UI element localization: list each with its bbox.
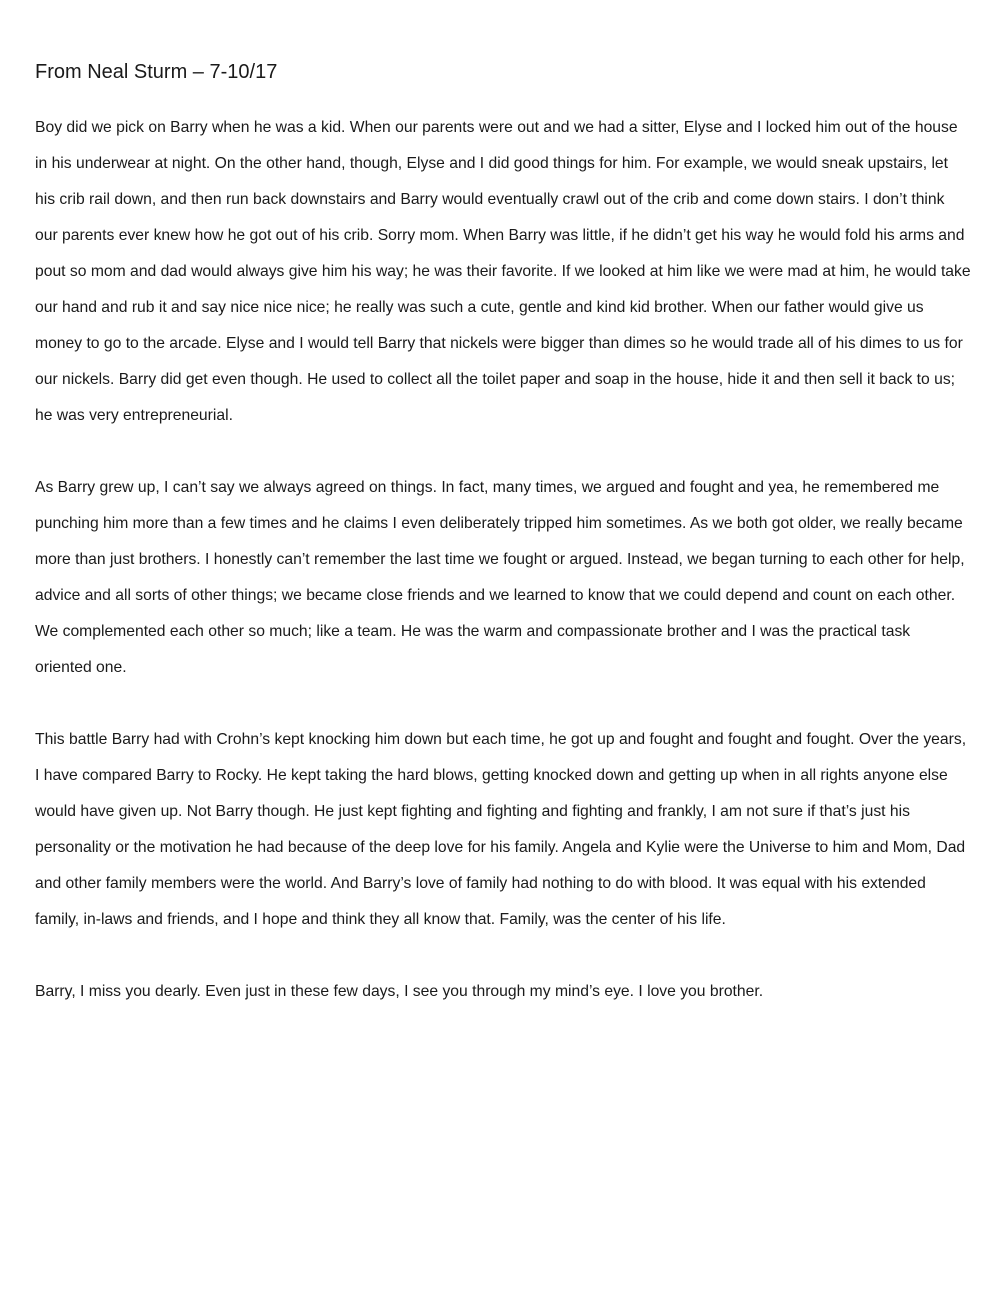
document-body [35, 110, 971, 1046]
paragraph-closing: Barry, I miss you dearly. Even just in these few days, I see you through my mind’s eye. I love you brother. [35, 983, 764, 1000]
document-title: From Neal Sturm – 7-10/17 [35, 61, 278, 83]
paragraph-crohns-battle: This battle Barry had with Crohn’s kept knocking him down but each time, he got up and fought and fought and fought. Over the years, I have compared Barry to Rocky. He kept taking the hard blows, getting knocked down and getting up when in all rights anyone else would have given up. Not Barry though. He just kept fighting and fighting and fighting and frankly, I am not sure if that’s just his personality or the motivation he had because of the deep love for his family. Angela and Kylie were the Universe to him and Mom, Dad and other family members were the world. And Barry’s love of family had nothing to do with blood. It was equal with his extended family, in-laws and friends, and I hope and think they all know that. Family, was the center of his life. [35, 731, 967, 928]
paragraph-childhood: Boy did we pick on Barry when he was a kid. When our parents were out and we had a sitter, Elyse and I locked him out of the house in his underwear at night. On the other hand, though, Elyse and I did good things for him. For example, we would sneak upstairs, let his crib rail down, and then run back downstairs and Barry would eventually crawl out of the crib and come down stairs. I don’t think our parents ever knew how he got out of his crib. Sorry mom. When Barry was little, if he didn’t get his way he would fold his arms and pout so mom and dad would always give him his way; he was their favorite. If we looked at him like we were mad at him, he would take our hand and rub it and say nice nice nice; he really was such a cute, gentle and kind kid brother. When our father would give us money to go to the arcade. Elyse and I would tell Barry that nickels were bigger than dimes so he would trade all of his dimes to us for our nickels. Barry did get even though. He used to collect all the toilet paper and soap in the house, hide it and then sell it back to us; he was very entrepreneurial. [35, 119, 971, 424]
paragraph-growing-up: As Barry grew up, I can’t say we always agreed on things. In fact, many times, we argued and fought and yea, he remembered me punching him more than a few times and he claims I even deliberately tripped him sometimes. As we both got older, we really became more than just brothers. I honestly can’t remember the last time we fought or argued. Instead, we began turning to each other for help, advice and all sorts of other things; we became close friends and we learned to know that we could depend and count on each other. We complemented each other so much; like a team. He was the warm and compassionate brother and I was the practical task oriented one. [35, 479, 965, 676]
